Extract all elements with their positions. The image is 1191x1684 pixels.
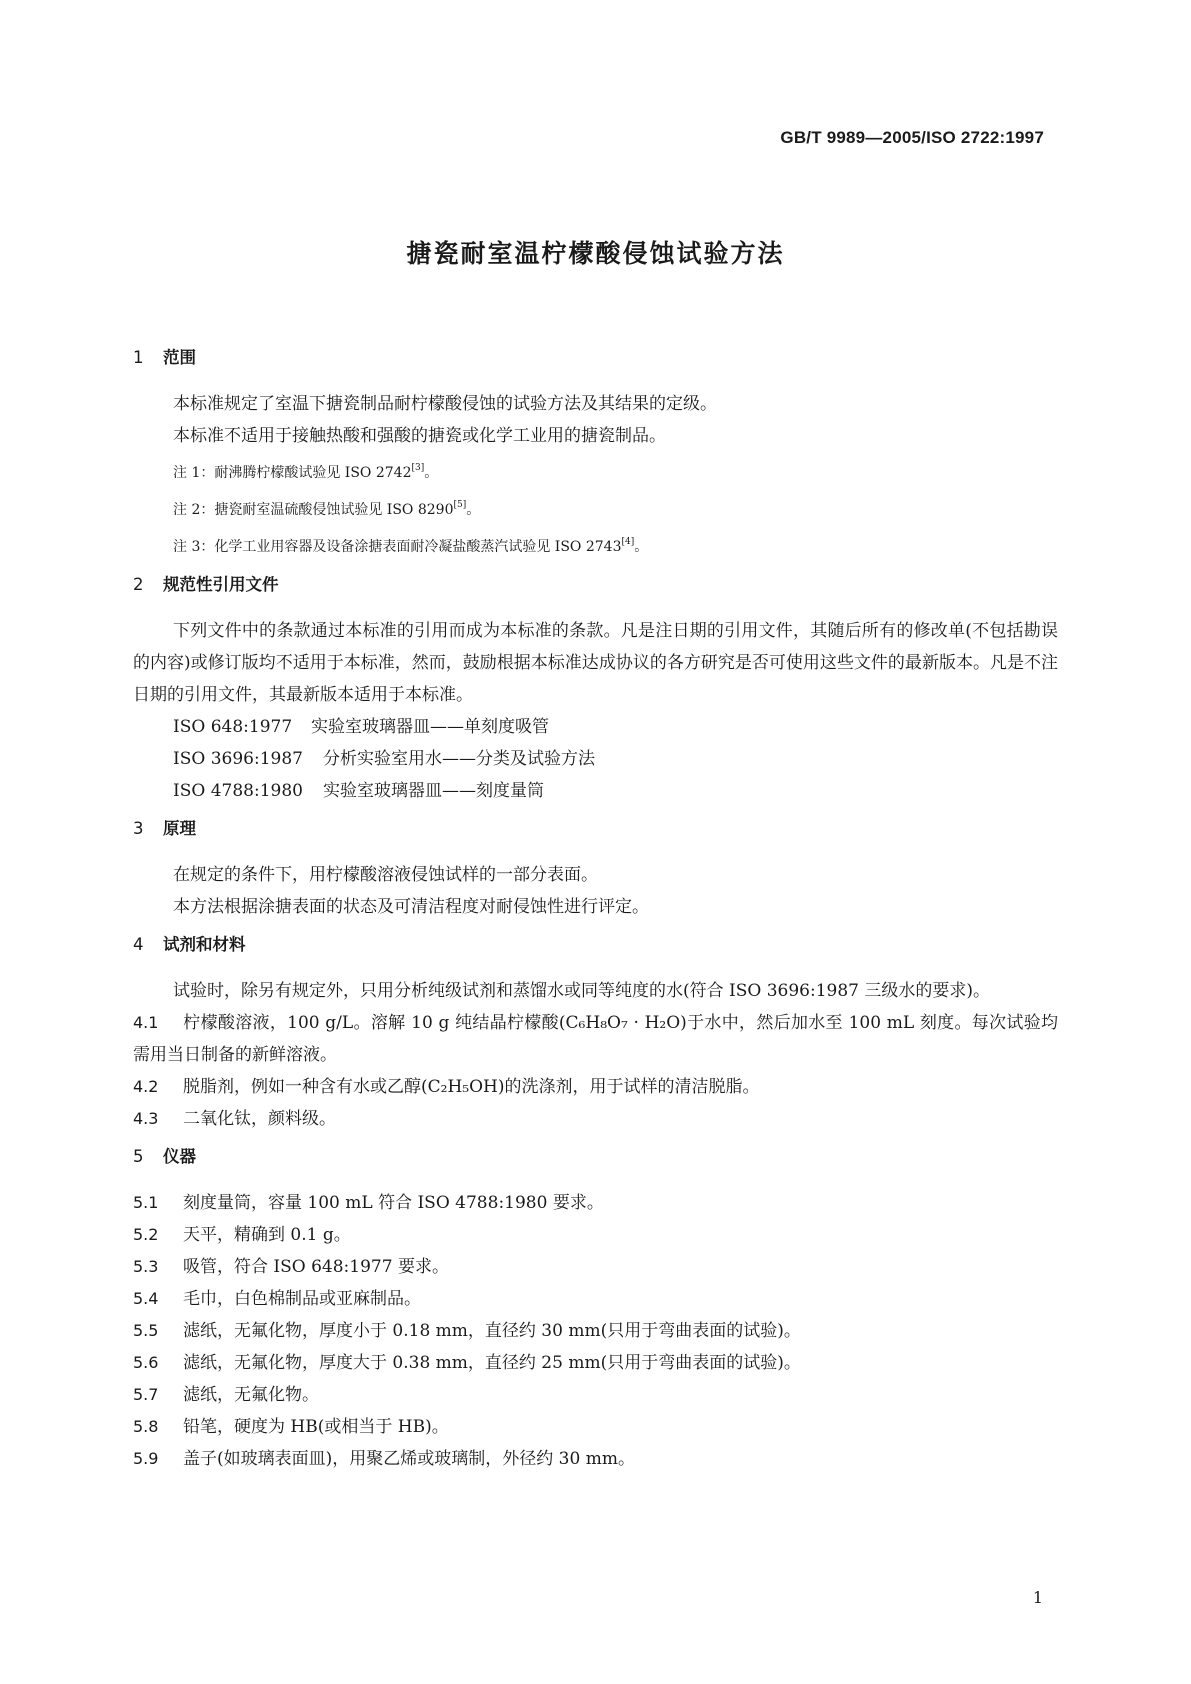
reference-title: 分析实验室用水——分类及试验方法 [323, 749, 595, 769]
clause-number: 4.2 [133, 1077, 159, 1096]
reference-code: ISO 648:1977 [173, 717, 293, 737]
note-text: 注 2：搪瓷耐室温硫酸侵蚀试验见 ISO 8290 [173, 502, 454, 518]
clause-text: 脱脂剂，例如一种含有水或乙醇(C₂H₅OH)的洗涤剂，用于试样的清洁脱脂。 [183, 1077, 760, 1097]
clause-number: 5.2 [133, 1225, 159, 1244]
clause-text: 滤纸，无氟化物。 [183, 1385, 319, 1405]
clause-item [133, 1251, 1058, 1283]
section-heading-principle [133, 813, 1058, 845]
reference-title: 实验室玻璃器皿——刻度量筒 [323, 781, 544, 801]
clause-item [133, 1443, 1058, 1475]
clause-number: 5.4 [133, 1289, 159, 1308]
clause-item [133, 1379, 1058, 1411]
section-title: 试剂和材料 [163, 935, 246, 954]
clause-text: 柠檬酸溶液，100 g/L。溶解 10 g 纯结晶柠檬酸(C₆H₈O₇ · H₂O)于水中，然后加水至 100 mL 刻度。每次试验均需用当日制备的新鲜溶液。 [133, 1013, 1058, 1065]
clause-text: 天平，精确到 0.1 g。 [183, 1225, 351, 1245]
paragraph: 本标准规定了室温下搪瓷制品耐柠檬酸侵蚀的试验方法及其结果的定级。 [173, 394, 717, 414]
clause-number: 5.1 [133, 1193, 159, 1212]
paragraph: 本方法根据涂搪表面的状态及可清洁程度对耐侵蚀性进行评定。 [173, 897, 649, 917]
section-number: 2 [133, 575, 144, 594]
clause-number: 5.5 [133, 1321, 159, 1340]
clause-number: 4.1 [133, 1013, 159, 1032]
paragraph: 本标准不适用于接触热酸和强酸的搪瓷或化学工业用的搪瓷制品。 [173, 426, 666, 446]
clause-item [133, 1315, 1058, 1347]
section-number: 1 [133, 348, 144, 367]
clause-text: 吸管，符合 ISO 648:1977 要求。 [183, 1257, 449, 1277]
reference-code: ISO 4788:1980 [173, 781, 303, 801]
note-end: 。 [466, 502, 481, 518]
note-end: 。 [634, 539, 649, 555]
clause-number: 5.8 [133, 1417, 159, 1436]
note-text: 注 1：耐沸腾柠檬酸试验见 ISO 2742 [173, 465, 412, 481]
section-heading-scope [133, 342, 1058, 374]
clause-number: 4.3 [133, 1109, 159, 1128]
paragraph: 在规定的条件下，用柠檬酸溶液侵蚀试样的一部分表面。 [173, 865, 598, 885]
clause-item [133, 1071, 1058, 1103]
note-end: 。 [424, 465, 439, 481]
reference-code: ISO 3696:1987 [173, 749, 303, 769]
reference-item [133, 711, 1058, 743]
clause-text: 毛巾，白色棉制品或亚麻制品。 [183, 1289, 421, 1309]
clause-text: 滤纸，无氟化物，厚度大于 0.38 mm，直径约 25 mm(只用于弯曲表面的试验)。 [183, 1353, 801, 1373]
clause-item [133, 1187, 1058, 1219]
clause-item [133, 1347, 1058, 1379]
section-heading-apparatus [133, 1141, 1058, 1173]
section-number: 3 [133, 819, 144, 838]
reference-title: 实验室玻璃器皿——单刻度吸管 [311, 717, 549, 737]
citation-ref: [4] [621, 537, 635, 547]
clause-text: 滤纸，无氟化物，厚度小于 0.18 mm，直径约 30 mm(只用于弯曲表面的试验)。 [183, 1321, 801, 1341]
section-heading-reagents [133, 929, 1058, 961]
page-number: 1 [1032, 1588, 1043, 1607]
clause-text: 刻度量筒，容量 100 mL 符合 ISO 4788:1980 要求。 [183, 1193, 604, 1213]
clause-item [133, 1411, 1058, 1443]
clause-text: 二氧化钛，颜料级。 [183, 1109, 336, 1129]
section-title: 原理 [163, 819, 196, 838]
section-title: 规范性引用文件 [163, 575, 279, 594]
reference-item [133, 743, 1058, 775]
clause-item [133, 1103, 1058, 1135]
clause-number: 5.6 [133, 1353, 159, 1372]
citation-ref: [5] [453, 500, 467, 510]
clause-text: 铅笔，硬度为 HB(或相当于 HB)。 [183, 1417, 449, 1437]
citation-ref: [3] [411, 463, 425, 473]
section-number: 5 [133, 1147, 144, 1166]
standard-code: GB/T 9989—2005/ISO 2722:1997 [780, 128, 1044, 147]
clause-item [133, 1283, 1058, 1315]
clause-number: 5.7 [133, 1385, 159, 1404]
clause-item [133, 1007, 1058, 1071]
reference-item [133, 775, 1058, 807]
note [133, 452, 1058, 489]
section-number: 4 [133, 935, 144, 954]
document-title: 搪瓷耐室温柠檬酸侵蚀试验方法 [406, 239, 785, 268]
document-body [133, 342, 1058, 1475]
paragraph: 试验时，除另有规定外，只用分析纯级试剂和蒸馏水或同等纯度的水(符合 ISO 3696:1987 三级水的要求)。 [173, 981, 991, 1001]
section-title: 范围 [163, 348, 196, 367]
paragraph: 下列文件中的条款通过本标准的引用而成为本标准的条款。凡是注日期的引用文件，其随后所有的修改单(不包括勘误的内容)或修订版均不适用于本标准，然而，鼓励根据本标准达成协议的各方研究是否可使用这些文件的最新版本。凡是不注日期的引用文件，其最新版本适用于本标准。 [133, 621, 1058, 705]
note [133, 489, 1058, 526]
section-title: 仪器 [163, 1147, 196, 1166]
clause-text: 盖子(如玻璃表面皿)，用聚乙烯或玻璃制，外径约 30 mm。 [183, 1449, 635, 1469]
clause-number: 5.3 [133, 1257, 159, 1276]
note-text: 注 3：化学工业用容器及设备涂搪表面耐冷凝盐酸蒸汽试验见 ISO 2743 [173, 539, 622, 555]
section-heading-normative-references [133, 569, 1058, 601]
note [133, 526, 1058, 563]
clause-item [133, 1219, 1058, 1251]
clause-number: 5.9 [133, 1449, 159, 1468]
